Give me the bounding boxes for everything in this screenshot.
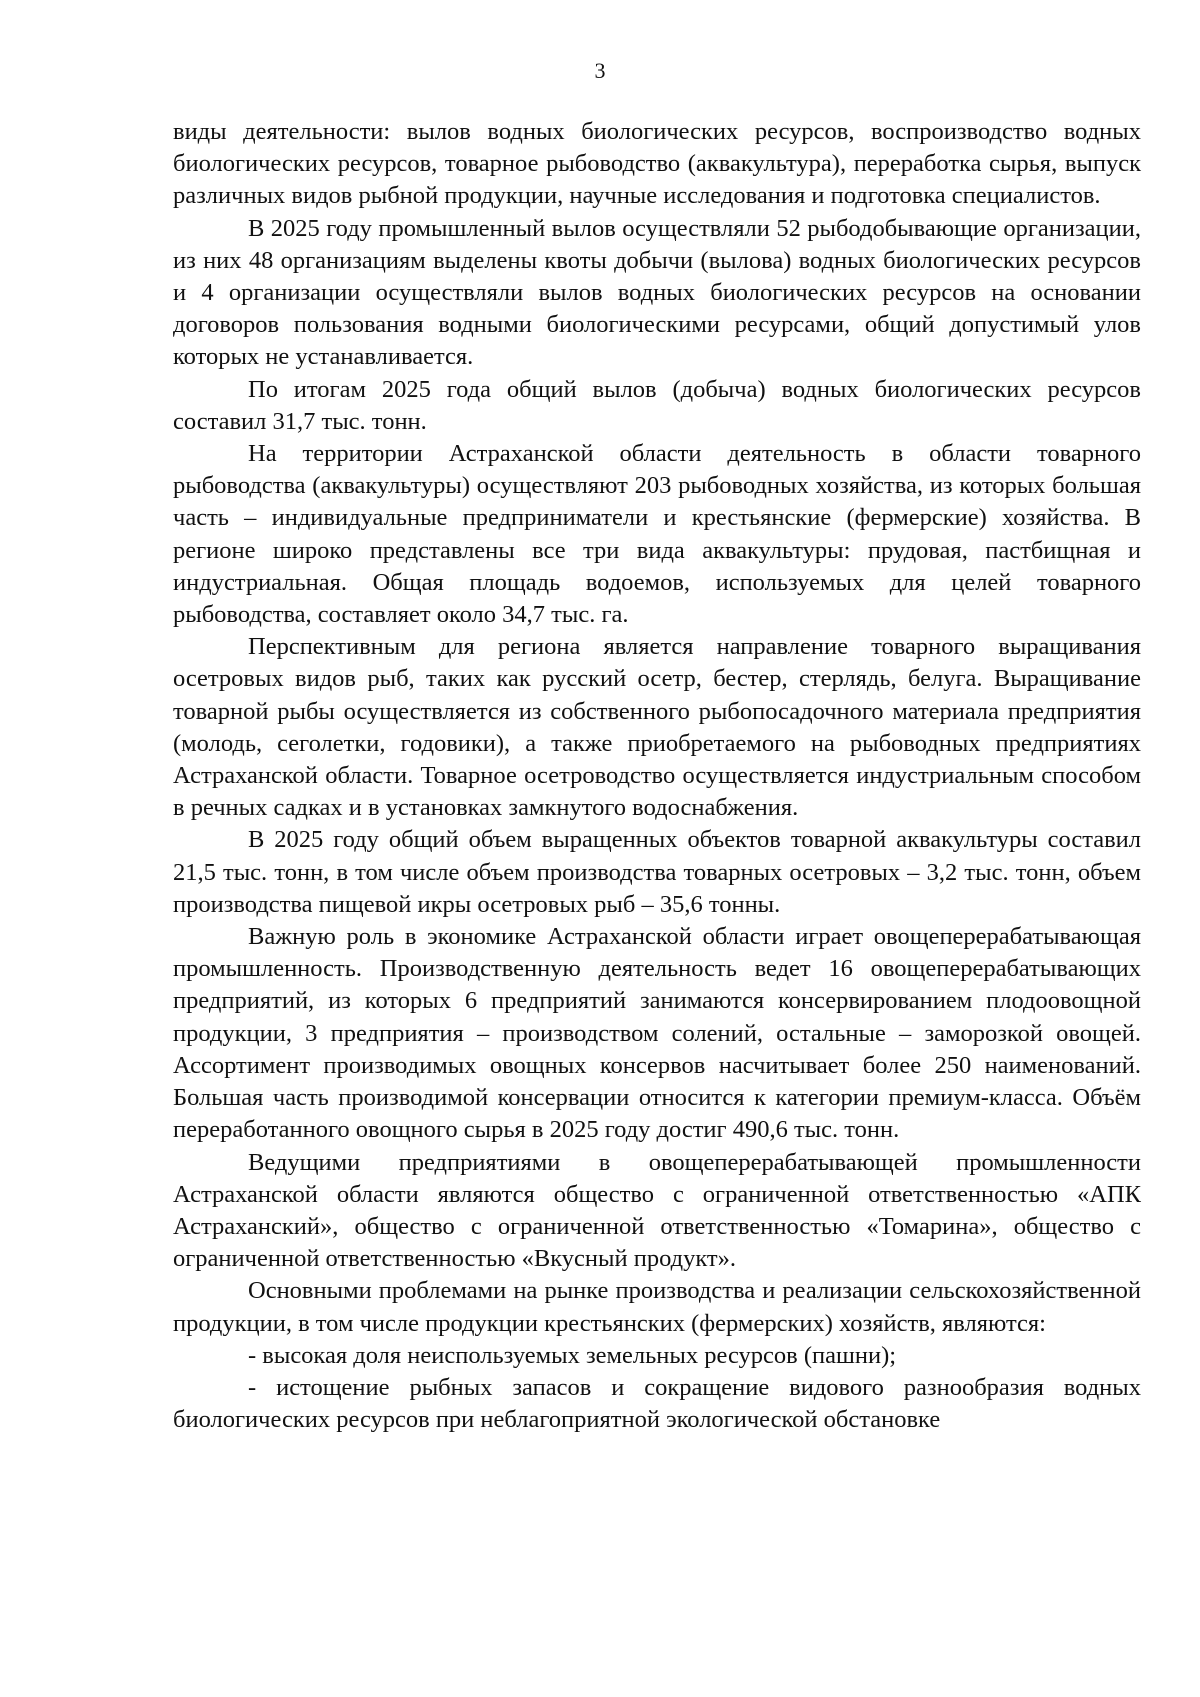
paragraph-sturgeon-farming: Перспективным для региона является направление товарного выращивания осетровых видов рыб, таких как русский осетр, бестер, стерлядь, белуга. Выращивание товарной рыбы осуществляется из собственного рыбопосадочного материала предприятия (молодь, сеголетки, годовики), а также приобретаемого на рыбоводных предприятиях Астраханской области. Товарное осетроводство осуществляется индустриальным способом в речных садках и в установках замкнутого водоснабжения. bbox=[173, 633, 1141, 822]
paragraph-leading-enterprises: Ведущими предприятиями в овощеперерабатывающей промышленности Астраханской области являются общество с ограниченной ответственностью «АПК Астраханский», общество с ограниченной ответственностью «Томарина», общество с ограниченной ответственностью «Вкусный продукт». bbox=[173, 1148, 1141, 1273]
paragraph-vegetable-processing: Важную роль в экономике Астраханской области играет овощеперерабатывающая промышленность. Производственную деятельность ведет 16 овощеперерабатывающих предприятий, из которых 6 предприятий занимаются консервированием плодоовощной продукции, 3 предприятия – производством солений, остальные – заморозкой овощей. Ассортимент производимых овощных консервов насчитывает более 250 наименований. Большая часть производимой консервации относится к категории премиум-класса. Объём переработанного овощного сырья в 2025 году достиг 490,6 тыс. тонн. bbox=[173, 923, 1141, 1144]
paragraph-fishing-organizations: В 2025 году промышленный вылов осуществляли 52 рыбодобывающие организации, из них 48 организациям выделены квоты добычи (вылова) водных биологических ресурсов и 4 организации осуществляли вылов водных биологических ресурсов на основании договоров пользования водными биологическими ресурсами, общий допустимый улов которых не устанавливается. bbox=[173, 214, 1141, 371]
list-item-unused-land: - высокая доля неиспользуемых земельных ресурсов (пашни); bbox=[248, 1341, 897, 1369]
paragraph-aquaculture-volume: В 2025 году общий объем выращенных объектов товарной аквакультуры составил 21,5 тыс. тонн, в том числе объем производства товарных осетровых – 3,2 тыс. тонн, объем производства пищевой икры осетровых рыб – 35,6 тонны. bbox=[173, 826, 1141, 918]
page-number: 3 bbox=[594, 58, 606, 83]
paragraph-main-problems: Основными проблемами на рынке производства и реализации сельскохозяйственной продукции, в том числе продукции крестьянских (фермерских) хозяйств, являются: bbox=[173, 1277, 1141, 1337]
paragraph-activities: виды деятельности: вылов водных биологических ресурсов, воспроизводство водных биологических ресурсов, товарное рыбоводство (аквакультура), переработка сырья, выпуск различных видов рыбной продукции, научные исследования и подготовка специалистов. bbox=[173, 118, 1141, 210]
paragraph-aquaculture-farms: На территории Астраханской области деятельность в области товарного рыбоводства (аквакультуры) осуществляют 203 рыбоводных хозяйства, из которых большая часть – индивидуальные предприниматели и крестьянские (фермерские) хозяйства. В регионе широко представлены все три вида аквакультуры: прудовая, пастбищная и индустриальная. Общая площадь водоемов, используемых для целей товарного рыбоводства, составляет около 34,7 тыс. га. bbox=[173, 440, 1141, 629]
document-body bbox=[173, 116, 1141, 1436]
list-item-fish-depletion: - истощение рыбных запасов и сокращение видового разнообразия водных биологических ресурсов при неблагоприятной экологической обстановке bbox=[173, 1373, 1141, 1434]
paragraph-total-catch: По итогам 2025 года общий вылов (добыча) водных биологических ресурсов составил 31,7 тыс. тонн. bbox=[173, 375, 1141, 435]
